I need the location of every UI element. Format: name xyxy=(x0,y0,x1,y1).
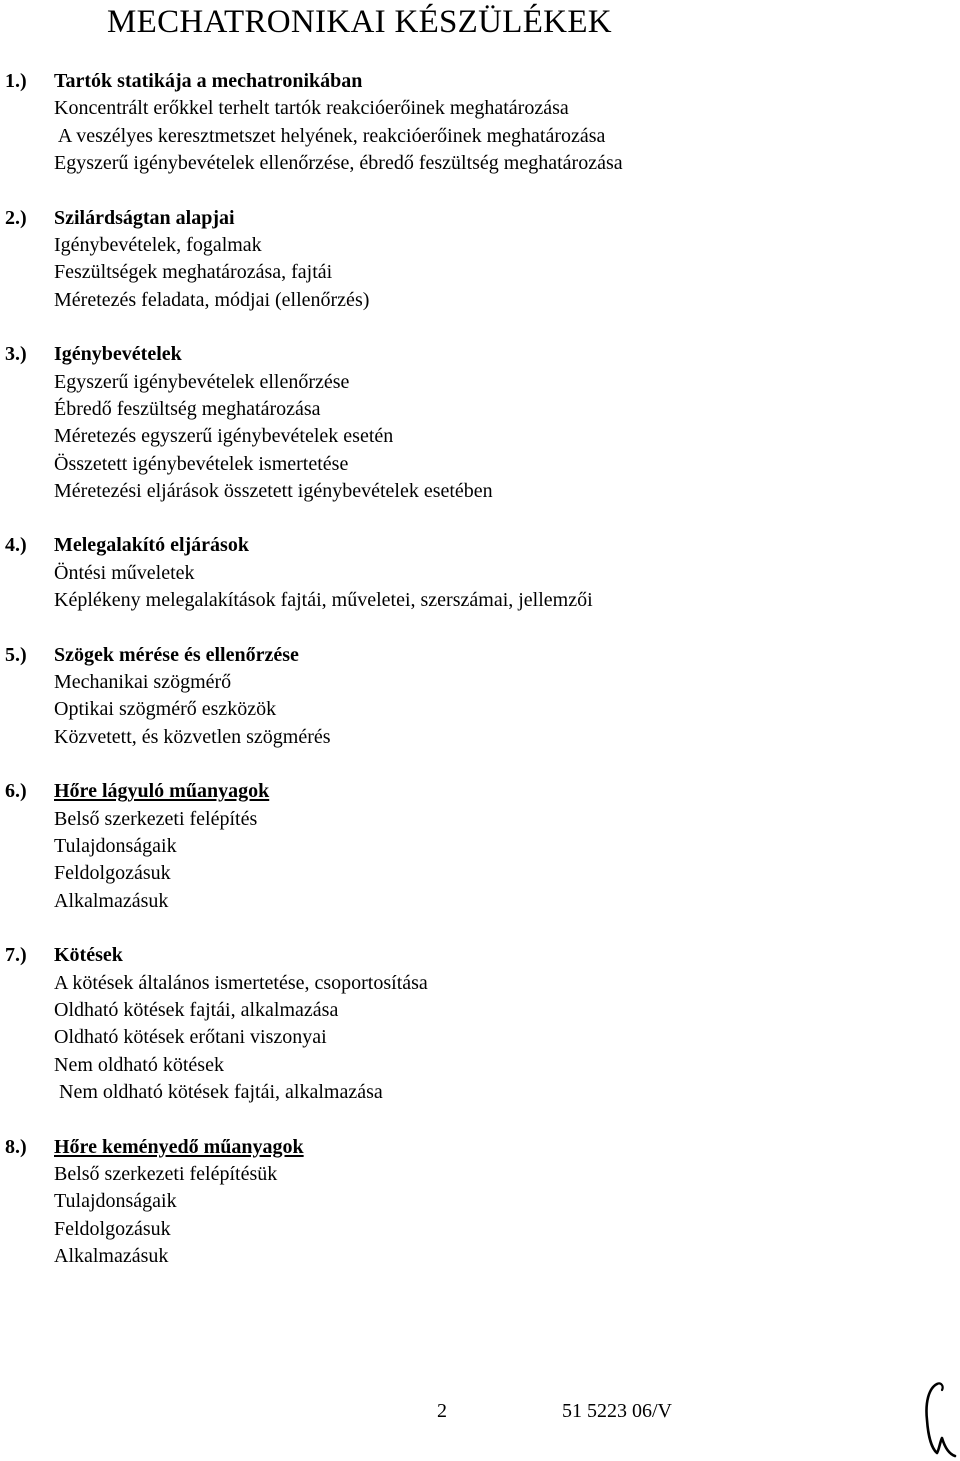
section-item: Oldható kötések fajtái, alkalmazása xyxy=(54,998,339,1021)
section-heading xyxy=(0,642,960,669)
section-item: Oldható kötések erőtani viszonyai xyxy=(54,1026,327,1049)
section-1 xyxy=(0,68,960,178)
section-item: Koncentrált erőkkel terhelt tartók reakcióerőinek meghatározása xyxy=(54,97,569,120)
handwritten-signature-icon xyxy=(915,1378,960,1458)
section-item: Méretezés feladata, módjai (ellenőrzés) xyxy=(54,288,370,311)
document-code: 51 5223 06/V xyxy=(562,1400,672,1422)
section-heading-text: Kötések xyxy=(54,944,123,967)
section-item: Feldolgozásuk xyxy=(54,862,171,885)
section-item: Belső szerkezeti felépítésük xyxy=(54,1162,278,1185)
section-item: Öntési műveletek xyxy=(54,561,195,584)
section-heading xyxy=(0,341,960,368)
section-heading-text: Hőre lágyuló műanyagok xyxy=(54,780,270,803)
section-item: A veszélyes keresztmetszet helyének, reakcióerőinek meghatározása xyxy=(54,124,606,147)
sections-list xyxy=(0,68,960,1297)
section-item: Méretezési eljárások összetett igénybevételek esetében xyxy=(54,480,493,503)
section-heading xyxy=(0,205,960,232)
section-number: 1.) xyxy=(5,70,27,92)
section-heading xyxy=(0,532,960,559)
section-number: 4.) xyxy=(5,534,27,557)
section-heading-text: Hőre keményedő műanyagok xyxy=(54,1135,304,1158)
section-number: 8.) xyxy=(5,1135,27,1158)
section-item: Alkalmazásuk xyxy=(54,1245,169,1268)
section-item: Feldolgozásuk xyxy=(54,1217,171,1240)
section-5 xyxy=(0,642,960,752)
section-item: Feszültségek meghatározása, fajtái xyxy=(54,261,333,284)
section-item: Képlékeny melegalakítások fajtái, műveletei, szerszámai, jellemzői xyxy=(54,589,593,612)
section-item: A kötések általános ismertetése, csoportosítása xyxy=(54,971,428,994)
section-item: Optikai szögmérő eszközök xyxy=(54,698,277,721)
section-item: Egyszerű igénybevételek ellenőrzése xyxy=(54,370,350,393)
section-number: 7.) xyxy=(5,944,27,967)
section-heading xyxy=(0,778,960,805)
section-heading-text: Tartók statikája a mechatronikában xyxy=(54,70,363,92)
section-item: Igénybevételek, fogalmak xyxy=(54,233,262,256)
section-heading-text: Szilárdságtan alapjai xyxy=(54,206,235,229)
section-number: 2.) xyxy=(5,206,27,229)
section-item: Összetett igénybevételek ismertetése xyxy=(54,452,349,475)
section-7 xyxy=(0,942,960,1106)
section-item: Tulajdonságaik xyxy=(54,834,177,857)
section-item: Nem oldható kötések xyxy=(54,1053,224,1076)
section-item: Közvetett, és közvetlen szögmérés xyxy=(54,725,331,748)
section-6 xyxy=(0,778,960,915)
section-number: 3.) xyxy=(5,343,27,366)
section-number: 6.) xyxy=(5,780,27,803)
section-8 xyxy=(0,1134,960,1271)
section-heading xyxy=(0,1134,960,1161)
section-3 xyxy=(0,341,960,505)
section-item: Egyszerű igénybevételek ellenőrzése, ébredő feszültség meghatározása xyxy=(54,152,623,175)
page-number: 2 xyxy=(437,1400,447,1422)
section-item: Méretezés egyszerű igénybevételek esetén xyxy=(54,425,394,448)
section-item: Mechanikai szögmérő xyxy=(54,671,232,694)
section-item: Ébredő feszültség meghatározása xyxy=(54,397,321,420)
section-heading-text: Melegalakító eljárások xyxy=(54,534,249,557)
section-4 xyxy=(0,532,960,614)
section-heading-text: Igénybevételek xyxy=(54,343,182,366)
section-item: Tulajdonságaik xyxy=(54,1190,177,1213)
section-number: 5.) xyxy=(5,643,27,666)
section-heading xyxy=(0,942,960,969)
section-heading xyxy=(0,68,960,95)
section-item: Nem oldható kötések fajtái, alkalmazása xyxy=(54,1081,383,1104)
section-2 xyxy=(0,205,960,315)
section-item: Belső szerkezeti felépítés xyxy=(54,807,258,830)
document-title: MECHATRONIKAI KÉSZÜLÉKEK xyxy=(107,4,612,40)
section-heading-text: Szögek mérése és ellenőrzése xyxy=(54,643,299,666)
section-item: Alkalmazásuk xyxy=(54,889,169,912)
